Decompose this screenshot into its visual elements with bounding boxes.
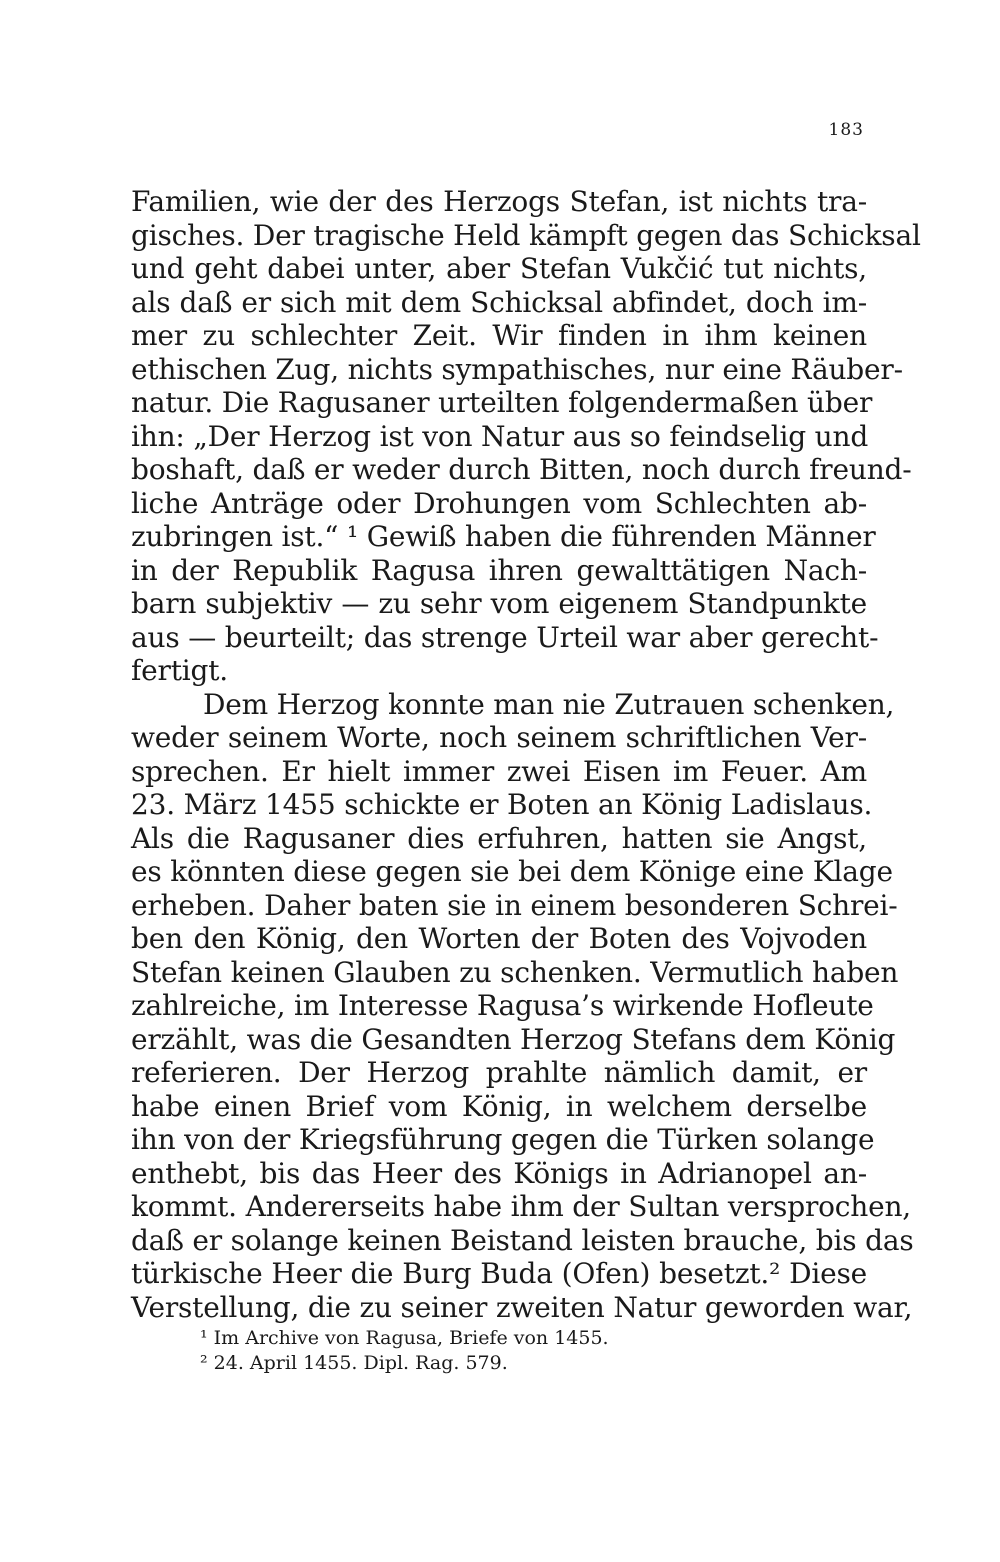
text-line: türkische Heer die Burg Buda (Ofen) besetzt.² Diese (131, 1257, 867, 1290)
text-line: gisches. Der tragische Held kämpft gegen das Schicksal (131, 218, 921, 252)
text-line: natur. Die Ragusaner urteilten folgendermaßen über (131, 386, 873, 419)
text-line: fertigt. (131, 654, 229, 687)
text-line: ihn: „Der Herzog ist von Natur aus so feindselig und (131, 419, 869, 453)
text-line: Stefan keinen Glauben zu schenken. Vermutlich haben (131, 955, 899, 989)
text-line: boshaft, daß er weder durch Bitten, noch durch freund- (131, 453, 912, 486)
text-line: kommt. Andererseits habe ihm der Sultan versprochen, (131, 1190, 911, 1223)
text-line: liche Anträge oder Drohungen vom Schlechten ab- (131, 486, 867, 520)
footnote: ² 24. April 1455. Dipl. Rag. 579. (200, 1352, 508, 1374)
text-line: daß er solange keinen Beistand leisten brauche, bis das (131, 1223, 914, 1257)
text-line: erzählt, was die Gesandten Herzog Stefans dem König (131, 1022, 896, 1056)
text-line: ben den König, den Worten der Boten des Vojvoden (131, 922, 867, 955)
text-line: sprechen. Er hielt immer zwei Eisen im Feuer. Am (131, 754, 867, 788)
text-line: aus — beurteilt; das strenge Urteil war aber gerecht- (131, 620, 879, 654)
page-number: 183 (828, 120, 864, 140)
text-line: Verstellung, die zu seiner zweiten Natur geworden war, (131, 1290, 913, 1324)
footnotes (200, 1326, 800, 1376)
text-line: Familien, wie der des Herzogs Stefan, ist nichts tra- (131, 185, 867, 218)
text-line: Dem Herzog konnte man nie Zutrauen schenken, (203, 687, 895, 721)
text-line: erheben. Daher baten sie in einem besonderen Schrei- (131, 888, 898, 922)
text-line: es könnten diese gegen sie bei dem Könige eine Klage (131, 855, 893, 888)
text-line: in der Republik Ragusa ihren gewalttätigen Nach- (131, 553, 867, 587)
text-line: Als die Ragusaner dies erfuhren, hatten sie Angst, (131, 821, 867, 855)
text-line: zubringen ist.“ ¹ Gewiß haben die führenden Männer (131, 520, 876, 553)
text-line: ihn von der Kriegsführung gegen die Türken solange (131, 1123, 875, 1156)
text-line: mer zu schlechter Zeit. Wir finden in ihm keinen (131, 319, 867, 352)
text-line: habe einen Brief vom König, in welchem derselbe (131, 1089, 867, 1123)
footnote: ¹ Im Archive von Ragusa, Briefe von 1455. (200, 1327, 609, 1349)
text-line: ethischen Zug, nichts sympathisches, nur eine Räuber- (131, 352, 903, 386)
text-line: 23. März 1455 schickte er Boten an König Ladislaus. (131, 788, 873, 821)
text-line: und geht dabei unter, aber Stefan Vukčić tut nichts, (131, 252, 867, 285)
text-line: enthebt, bis das Heer des Königs in Adrianopel an- (131, 1156, 867, 1190)
text-line: zahlreiche, im Interesse Ragusa’s wirkende Hofleute (131, 989, 874, 1022)
text-line: barn subjektiv — zu sehr vom eigenem Standpunkte (131, 587, 867, 620)
body-text (131, 185, 921, 1324)
text-line: referieren. Der Herzog prahlte nämlich damit, er (131, 1056, 867, 1089)
text-line: als daß er sich mit dem Schicksal abfindet, doch im- (131, 285, 867, 319)
text-line: weder seinem Worte, noch seinem schriftlichen Ver- (131, 721, 867, 754)
